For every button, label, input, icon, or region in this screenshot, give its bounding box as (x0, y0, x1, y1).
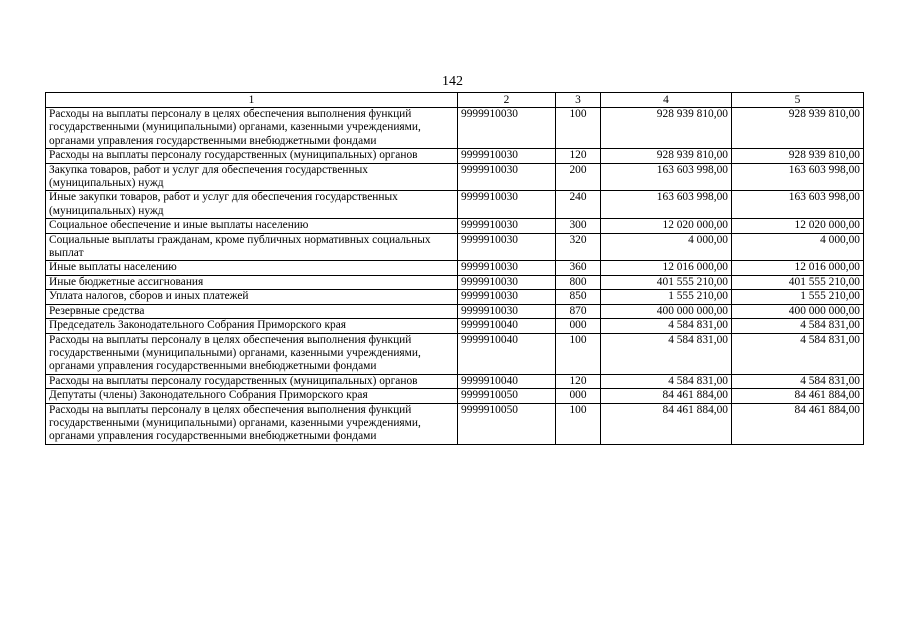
amount-column-5: 84 461 884,00 (732, 389, 864, 403)
budget-table (45, 92, 864, 445)
amount-column-5: 163 603 998,00 (732, 163, 864, 191)
item-code: 9999910040 (458, 374, 556, 388)
item-name: Иные выплаты населению (46, 261, 458, 275)
amount-column-5: 400 000 000,00 (732, 304, 864, 318)
amount-column-4: 163 603 998,00 (601, 163, 732, 191)
table-row (46, 290, 864, 304)
amount-column-5: 928 939 810,00 (732, 149, 864, 163)
item-name: Закупка товаров, работ и услуг для обеспечения государственных (муниципальных) нужд (46, 163, 458, 191)
table-row (46, 191, 864, 219)
amount-column-5: 84 461 884,00 (732, 403, 864, 444)
item-name: Расходы на выплаты персоналу в целях обеспечения выполнения функций государственными (муниципальными) органами, казенными учреждениями, органами управления государственными внебюджетными фондами (46, 108, 458, 149)
expense-type: 850 (556, 290, 601, 304)
expense-type: 240 (556, 191, 601, 219)
expense-type: 320 (556, 233, 601, 261)
amount-column-5: 12 020 000,00 (732, 219, 864, 233)
amount-column-5: 4 584 831,00 (732, 333, 864, 374)
column-header-4: 4 (601, 93, 732, 108)
column-header-3: 3 (556, 93, 601, 108)
item-name: Депутаты (члены) Законодательного Собрания Приморского края (46, 389, 458, 403)
table-row (46, 261, 864, 275)
item-code: 9999910030 (458, 290, 556, 304)
amount-column-4: 12 020 000,00 (601, 219, 732, 233)
table-header (46, 93, 864, 108)
item-name: Социальные выплаты гражданам, кроме публичных нормативных социальных выплат (46, 233, 458, 261)
amount-column-4: 4 000,00 (601, 233, 732, 261)
amount-column-4: 4 584 831,00 (601, 333, 732, 374)
item-code: 9999910030 (458, 261, 556, 275)
item-code: 9999910030 (458, 108, 556, 149)
table-row (46, 233, 864, 261)
item-code: 9999910030 (458, 219, 556, 233)
item-code: 9999910030 (458, 304, 556, 318)
item-code: 9999910050 (458, 403, 556, 444)
item-name: Расходы на выплаты персоналу в целях обеспечения выполнения функций государственными (муниципальными) органами, казенными учреждениями, органами управления государственными внебюджетными фондами (46, 333, 458, 374)
amount-column-4: 928 939 810,00 (601, 149, 732, 163)
amount-column-4: 12 016 000,00 (601, 261, 732, 275)
amount-column-5: 12 016 000,00 (732, 261, 864, 275)
table-row (46, 163, 864, 191)
amount-column-5: 928 939 810,00 (732, 108, 864, 149)
item-name: Резервные средства (46, 304, 458, 318)
column-header-2: 2 (458, 93, 556, 108)
amount-column-5: 4 000,00 (732, 233, 864, 261)
expense-type: 300 (556, 219, 601, 233)
amount-column-4: 928 939 810,00 (601, 108, 732, 149)
expense-type: 120 (556, 374, 601, 388)
item-name: Расходы на выплаты персоналу государственных (муниципальных) органов (46, 374, 458, 388)
amount-column-4: 163 603 998,00 (601, 191, 732, 219)
expense-type: 100 (556, 108, 601, 149)
expense-type: 100 (556, 333, 601, 374)
expense-type: 000 (556, 319, 601, 333)
table-row (46, 319, 864, 333)
expense-type: 200 (556, 163, 601, 191)
table-row (46, 403, 864, 444)
item-code: 9999910040 (458, 333, 556, 374)
table-body (46, 108, 864, 445)
table-row (46, 333, 864, 374)
item-name: Социальное обеспечение и иные выплаты населению (46, 219, 458, 233)
item-name: Председатель Законодательного Собрания Приморского края (46, 319, 458, 333)
amount-column-5: 4 584 831,00 (732, 319, 864, 333)
item-code: 9999910030 (458, 233, 556, 261)
amount-column-5: 163 603 998,00 (732, 191, 864, 219)
table-row (46, 108, 864, 149)
item-code: 9999910030 (458, 191, 556, 219)
expense-type: 120 (556, 149, 601, 163)
item-code: 9999910050 (458, 389, 556, 403)
item-name: Уплата налогов, сборов и иных платежей (46, 290, 458, 304)
expense-type: 000 (556, 389, 601, 403)
amount-column-5: 401 555 210,00 (732, 275, 864, 289)
item-name: Иные бюджетные ассигнования (46, 275, 458, 289)
table-row (46, 374, 864, 388)
amount-column-4: 401 555 210,00 (601, 275, 732, 289)
table-row (46, 389, 864, 403)
table-row (46, 149, 864, 163)
item-code: 9999910040 (458, 319, 556, 333)
amount-column-4: 4 584 831,00 (601, 319, 732, 333)
amount-column-4: 4 584 831,00 (601, 374, 732, 388)
table-row (46, 304, 864, 318)
expense-type: 100 (556, 403, 601, 444)
expense-type: 360 (556, 261, 601, 275)
column-header-5: 5 (732, 93, 864, 108)
item-code: 9999910030 (458, 163, 556, 191)
expense-type: 870 (556, 304, 601, 318)
item-name: Иные закупки товаров, работ и услуг для обеспечения государственных (муниципальных) нужд (46, 191, 458, 219)
item-code: 9999910030 (458, 275, 556, 289)
amount-column-5: 1 555 210,00 (732, 290, 864, 304)
expense-type: 800 (556, 275, 601, 289)
table-row (46, 275, 864, 289)
page-number: 142 (442, 74, 463, 89)
amount-column-4: 400 000 000,00 (601, 304, 732, 318)
item-name: Расходы на выплаты персоналу в целях обеспечения выполнения функций государственными (муниципальными) органами, казенными учреждениями, органами управления государственными внебюджетными фондами (46, 403, 458, 444)
table-row (46, 219, 864, 233)
amount-column-5: 4 584 831,00 (732, 374, 864, 388)
item-code: 9999910030 (458, 149, 556, 163)
item-name: Расходы на выплаты персоналу государственных (муниципальных) органов (46, 149, 458, 163)
header-row (46, 93, 864, 108)
amount-column-4: 1 555 210,00 (601, 290, 732, 304)
amount-column-4: 84 461 884,00 (601, 403, 732, 444)
amount-column-4: 84 461 884,00 (601, 389, 732, 403)
column-header-1: 1 (46, 93, 458, 108)
